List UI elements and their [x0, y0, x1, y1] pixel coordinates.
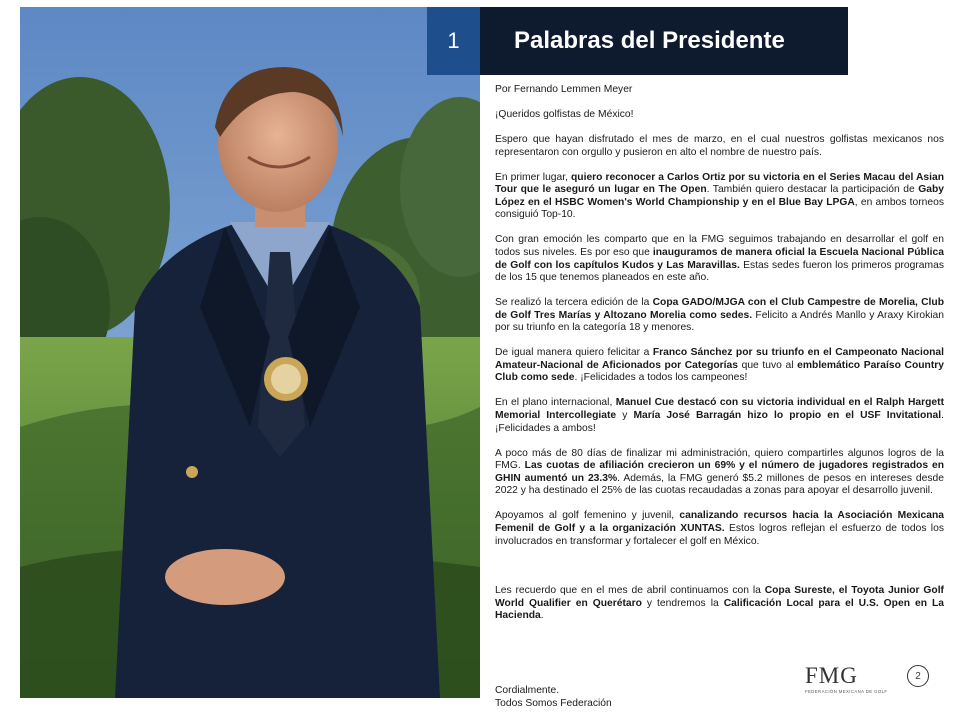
page-title: Palabras del Presidente	[480, 7, 848, 75]
president-photo	[20, 7, 480, 698]
signature-line: Todos Somos Federación	[495, 698, 612, 709]
greeting: ¡Queridos golfistas de México!	[495, 108, 634, 120]
section-number: 1	[427, 7, 480, 75]
closing-line: Cordialmente.	[495, 685, 560, 696]
article-body	[495, 84, 944, 635]
paragraph-april: Les recuerdo que en el mes de abril continuamos con la Copa Sureste, el Toyota Junior Golf World Qualifier en Querétaro y tendremos la Calificación Local para el U.S. Open en La Hacienda.	[495, 585, 944, 622]
paragraph-school: Con gran emoción les comparto que en la FMG seguimos trabajando en desarrollar el golf en todos sus niveles. Es por eso que inauguramos de manera oficial la Escuela Nacional Pública de Golf con los capítulos Kudos y Las Maravillas. Estas sedes fueron los primeros programas de los 15 que tenemos planeados en este año.	[495, 234, 944, 284]
fmg-logo	[805, 664, 897, 696]
author-line: Por Fernando Lemmen Meyer	[495, 84, 633, 95]
paragraph-franco: De igual manera quiero felicitar a Franco Sánchez por su triunfo en el Campeonato Nacional Amateur-Nacional de Aficionados por Categorías que tuvo al emblemático Paraíso Country Club como sede. ¡Felicidades a todos los campeones!	[495, 347, 945, 384]
paragraph-ortiz: En primer lugar, quiero reconocer a Carlos Ortiz por su victoria en el Series Macau del Asian Tour que le aseguró un lugar en The Open. También quiero destacar la participación de Gaby López en el HSBC Women's World Championship y en el Blue Bay LPGA, en ambos torneos consiguió Top-10.	[495, 171, 944, 221]
logo-subtitle: FEDERACIÓN MEXICANA DE GOLF	[805, 689, 888, 694]
paragraph-achievements: A poco más de 80 días de finalizar mi administración, quiero compartirles algunos logros de la FMG. Las cuotas de afiliación crecieron un 69% y el número de jugadores registrados en GHIN aumentó un 23.3%. Además, la FMG generó $5.2 millones de pesos en intereses desde 2022 y ha destinado el 25% de las cuotas recaudadas a zonas para apoyar el desarrollo juvenil.	[495, 447, 944, 497]
paragraph-women: Apoyamos al golf femenino y juvenil, canalizando recursos hacia la Asociación Mexicana Femenil de Golf y a la organización XUNTAS. Estos logros reflejan el esfuerzo de todos los involucrados en transformar y fortalecer el golf en México.	[495, 510, 944, 547]
paragraph-gado: Se realizó la tercera edición de la Copa GADO/MJGA con el Club Campestre de Morelia, Club de Golf Tres Marías y Altozano Morelia como sedes. Felicito a Andrés Manllo y Araxy Kirokian por su triunfo en la categoría 18 y menores.	[495, 297, 944, 334]
logo-text: FMG	[805, 663, 858, 688]
closing	[495, 684, 612, 710]
paragraph-international: En el plano internacional, Manuel Cue destacó con su victoria individual en el Ralph Hargett Memorial Intercollegiate y María José Barragán hizo lo propio en el USF Invitational. ¡Felicidades a ambos!	[495, 397, 945, 434]
paragraph-march: Espero que hayan disfrutado el mes de marzo, en el cual nuestros golfistas mexicanos nos representaron con orgullo y pusieron en alto el nombre de nuestro país.	[495, 133, 944, 158]
page-number: 2	[907, 665, 929, 687]
